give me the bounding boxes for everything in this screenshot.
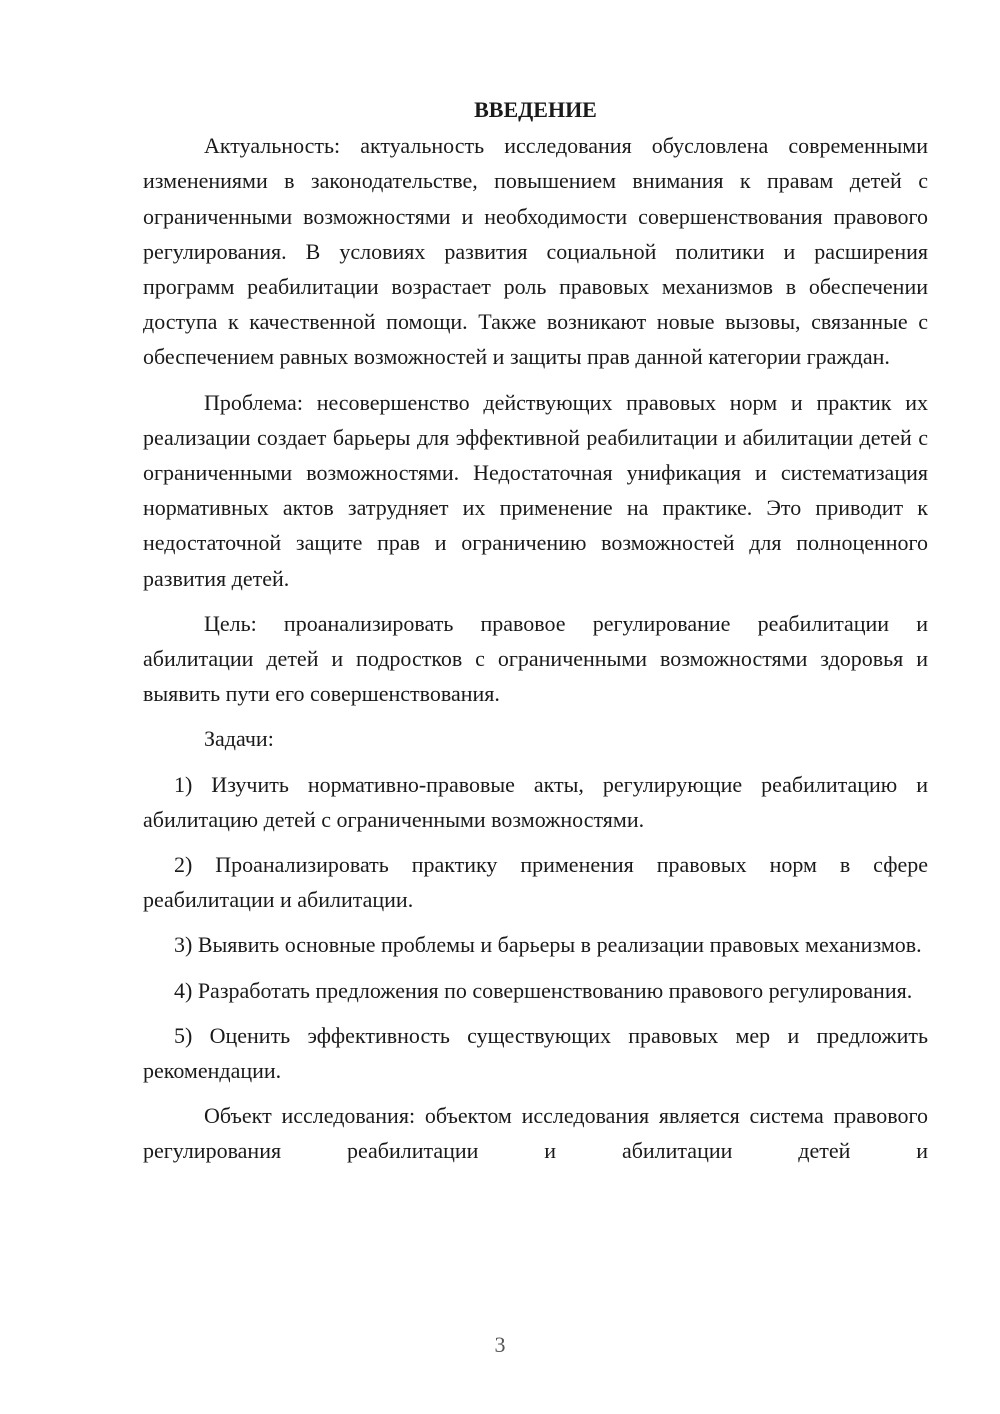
- paragraph-problem: Проблема: несовершенство действующих правовых норм и практик их реализации создает барьеры для эффективной реабилитации и абилитации детей с ограниченными возможностями. Недостаточная унификация и систематизация нормативных актов затрудняет их применение на практике. Это приводит к недостаточной защите прав и ограничению возможностей для полноценного развития детей.: [143, 389, 928, 591]
- page-number: 3: [494, 1332, 506, 1357]
- task-item-3: 3) Выявить основные проблемы и барьеры в реализации правовых механизмов.: [174, 932, 922, 958]
- task-item-2: 2) Проанализировать практику применения правовых норм в сфере реабилитации и абилитации.: [143, 852, 928, 913]
- task-item-1: 1) Изучить нормативно-правовые акты, регулирующие реабилитацию и абилитацию детей с ограниченными возможностями.: [143, 771, 928, 832]
- paragraph-object: Объект исследования: объектом исследования является система правового регулирования реабилитации и абилитации детей и: [143, 1103, 928, 1164]
- paragraph-goal: Цель: проанализировать правовое регулирование реабилитации и абилитации детей и подростков с ограниченными возможностями здоровья и выявить пути его совершенствования.: [143, 610, 928, 707]
- task-item-5: 5) Оценить эффективность существующих правовых мер и предложить рекомендации.: [143, 1022, 928, 1084]
- paragraph-tasks-heading: Задачи:: [204, 726, 274, 752]
- document-body: [143, 92, 928, 1179]
- paragraph-relevance: Актуальность: актуальность исследования обусловлена современными изменениями в законодательстве, повышением внимания к правам детей с ограниченными возможностями и необходимости совершенствования правового регулирования. В условиях развития социальной политики и расширения программ реабилитации возрастает роль правовых механизмов в обеспечении доступа к качественной помощи. Также возникают новые вызовы, связанные с обеспечением равных возможностей и защиты прав данной категории граждан.: [143, 133, 928, 370]
- page-title: ВВЕДЕНИЕ: [474, 97, 597, 122]
- task-item-4: 4) Разработать предложения по совершенствованию правового регулирования.: [174, 977, 913, 1003]
